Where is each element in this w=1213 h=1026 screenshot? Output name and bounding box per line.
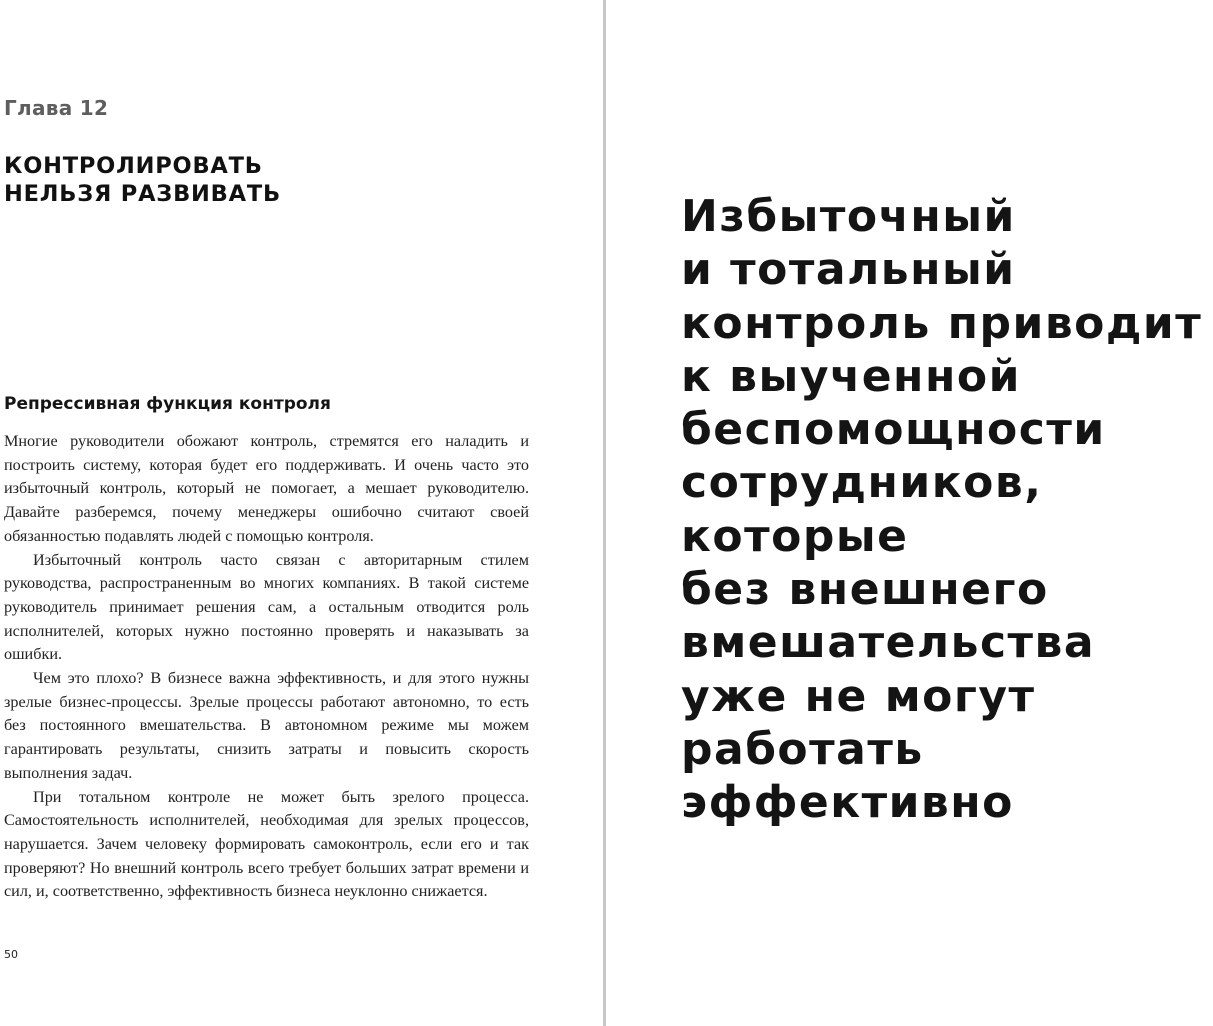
body-text bbox=[4, 430, 529, 904]
pull-quote bbox=[681, 190, 1213, 830]
quote-line: беспомощности bbox=[681, 404, 1106, 456]
section-heading: Репрессивная функция контроля bbox=[4, 394, 331, 414]
chapter-title-line: КОНТРОЛИРОВАТЬ bbox=[4, 153, 263, 179]
quote-line: контроль приводит bbox=[681, 297, 1203, 349]
quote-line: вмешательства bbox=[681, 617, 1096, 669]
left-page bbox=[0, 0, 604, 1026]
paragraph: Чем это плохо? В бизнесе важна эффективность, и для этого нужны зрелые бизнес-процессы. Зрелые процессы работают автономно, то есть без постоянного вмешательства. В автономном режиме мы можем гарантировать результаты, снизить затраты и повысить скорость выполнения задач. bbox=[4, 669, 529, 782]
quote-line: без внешнего bbox=[681, 564, 1049, 616]
quote-line: Избыточный bbox=[681, 191, 1016, 242]
quote-line: сотрудников, bbox=[681, 457, 1043, 509]
paragraph: Избыточный контроль часто связан с авторитарным стилем руководства, распространенным во многих компаниях. В такой системе руководитель принимает решения сам, а остальным отводится роль исполнителей, которых нужно постоянно проверять и наказывать за ошибки. bbox=[4, 550, 529, 664]
paragraph: При тотальном контроле не может быть зрелого процесса. Самостоятельность исполнителей, необходимая для зрелых процессов, нарушается. Зачем человеку формировать самоконтроль, если его и так проверяют? Но внешний контроль всего требует больших затрат времени и сил, и, соответственно, эффективность бизнеса неуклонно снижается. bbox=[4, 787, 529, 901]
quote-line: и тотальный bbox=[681, 244, 1016, 296]
quote-line: работать bbox=[681, 723, 924, 775]
quote-line: которые bbox=[681, 510, 909, 562]
quote-line: к выученной bbox=[681, 350, 1021, 402]
chapter-title bbox=[4, 152, 564, 208]
quote-line: уже не могут bbox=[681, 670, 1036, 722]
page-number: 50 bbox=[4, 948, 18, 961]
paragraph: Многие руководители обожают контроль, стремятся его наладить и построить систему, которая будет его поддерживать. И очень часто это избыточный контроль, который не помогает, а мешает руководителю. Давайте разберемся, почему менеджеры ошибочно считают своей обязанностью подавлять людей с помощью контроля. bbox=[4, 432, 529, 545]
chapter-label: Глава 12 bbox=[4, 96, 109, 120]
quote-line: эффективно bbox=[681, 777, 1014, 829]
right-page bbox=[606, 0, 1213, 1026]
chapter-title-line: НЕЛЬЗЯ РАЗВИВАТЬ bbox=[4, 181, 281, 207]
